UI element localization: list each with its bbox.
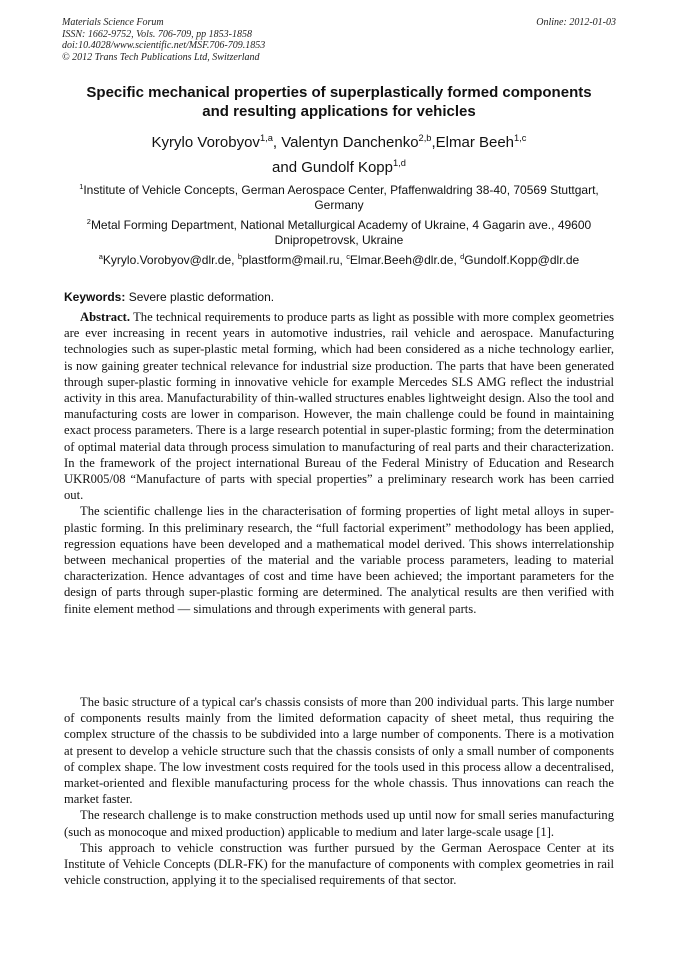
abstract-text: The technical requirements to produce parts as light as possible with more complex geometries are ever increasing in recent years in automotive industries, rail vehicle and aerospace. Manufacturing technologies such as super-plastic metal forming, which had been considered as a niche technology earlier, is now gaining greater technical relevance for industrial size production. The parts that have been generated through super-plastic forming in innovative vehicle for example Mercedes SLS AMG reflect the industrial activity in this area. Manufacturability of thin-walled structures enables lightweight design. Also the tool and manufacturing costs are lower in comparison. However, the main challenge could be found in maintaining exact process parameters. There is a large research potential in super-plastic forming; from the determination of optimal material data through process simulation to manufacturing of real parts and their characterization. In the framework of the project international Bureau of the Federal Ministry of Education and Research UKR005/08 “Manufacture of parts with special properties” a preliminary research work has been carried out.	[64, 310, 614, 503]
copyright-line: © 2012 Trans Tech Publications Ltd, Switzerland	[62, 51, 260, 63]
author-list	[60, 130, 618, 180]
affiliation-mark: 1	[79, 182, 84, 191]
email-mark: a	[98, 252, 103, 261]
author-affiliation-mark: 1,a	[259, 133, 273, 143]
journal-name: Materials Science Forum	[62, 17, 164, 28]
email-link[interactable]: plastform@mail.ru,	[241, 253, 343, 267]
abstract-paragraph-2: The scientific challenge lies in the characterisation of forming properties of light metal alloys in super-plastic forming. In this preliminary research, the “full factorial experiment” methodology has been applied, regression equations have been developed and a mathematical model derived. This shows interrelationship between mechanical properties of the material and the variable process parameters, leading to material characterization. Hence advantages of cost and time have been achieved; the important parameters for the design of parts through super-plastic forming are determined. The analytical results are then verified with finite element method — simulations and through experiments with general parts.	[64, 504, 614, 616]
doi-line[interactable]: doi:10.4028/www.scientific.net/MSF.706-709.1853	[62, 40, 266, 51]
introduction-section	[64, 694, 614, 888]
email-link[interactable]: Gundolf.Kopp@dlr.de	[464, 253, 580, 267]
author-line-1: Kyrylo Vorobyov$^{1,a}$, Valentyn Danchenko$^{2,b}$,Elmar Beeh$^{1,c}$	[151, 133, 527, 151]
issn-line: ISSN: 1662-9752, Vols. 706-709, pp 1853-1858	[62, 28, 252, 40]
title-line-2: and resulting applications for vehicles	[202, 103, 476, 120]
author-name: Valentyn Danchenko	[281, 134, 419, 151]
title-line-1: Specific mechanical properties of superplastically formed components	[86, 84, 592, 101]
online-date: Online: 2012-01-03	[536, 17, 616, 28]
keywords-label: Keywords:	[64, 290, 126, 304]
author-affiliation-mark: 2,b	[418, 133, 432, 143]
abstract-section	[64, 309, 614, 617]
email-mark: b	[237, 252, 242, 261]
affiliation-mark: 2	[86, 217, 91, 226]
email-link[interactable]: Elmar.Beeh@dlr.de,	[349, 253, 457, 267]
abstract-paragraph-1	[64, 309, 614, 503]
author-name: Gundolf Kopp	[301, 159, 393, 176]
email-link[interactable]: Kyrylo.Vorobyov@dlr.de,	[102, 253, 235, 267]
journal-header	[62, 17, 265, 63]
email-mark: c	[346, 252, 350, 261]
paper-title	[60, 83, 618, 121]
affiliation-1	[60, 183, 618, 213]
affiliation-text: Metal Forming Department, National Metallurgical Academy of Ukraine, 4 Gagarin ave., 49600 Dnipropetrovsk, Ukraine	[90, 218, 592, 247]
author-conjunction: and	[272, 159, 298, 176]
online-date-header	[536, 17, 616, 29]
author-name: Kyrylo Vorobyov	[151, 134, 260, 151]
abstract-label: Abstract.	[80, 310, 131, 324]
author-name: Elmar Beeh	[435, 134, 515, 151]
affiliation-2	[60, 218, 618, 248]
author-line-2	[60, 155, 618, 180]
email-mark: d	[460, 252, 465, 261]
author-affiliation-mark: 1,d	[393, 158, 406, 168]
author-emails	[60, 253, 618, 268]
author-affiliation-mark: 1,c	[514, 133, 527, 143]
keywords	[64, 290, 614, 305]
keywords-text: Severe plastic deformation.	[128, 290, 275, 304]
intro-paragraph-3: This approach to vehicle construction was further pursued by the German Aerospace Center at its Institute of Vehicle Concepts (DLR-FK) for the manufacture of components with complex geometries in rail vehicle construction, applying it to the specialised requirements of that sector.	[64, 840, 614, 888]
intro-paragraph-2: The research challenge is to make construction methods used up until now for small series manufacturing (such as monocoque and mixed production) applicable to medium and later large-scale usage [1].	[64, 808, 614, 839]
intro-paragraph-1: The basic structure of a typical car's chassis consists of more than 200 individual parts. This large number of components results mainly from the limited deformation capacity of sheet metal, thus requiring the complex structure of the chassis to be subdivided into a large number of components. There is a motivation at present to develop a vehicle structure such that the chassis consists of only a small number of components of complex shape. The low investment costs required for the tools used in this process allow a decentralised, market-oriented and flexible manufacturing process for the whole chassis. Thus innovations can reach the market faster.	[64, 695, 614, 807]
affiliation-text: Institute of Vehicle Concepts, German Aerospace Center, Pfaffenwaldring 38-40, 70569 Stuttgart, Germany	[83, 183, 599, 212]
